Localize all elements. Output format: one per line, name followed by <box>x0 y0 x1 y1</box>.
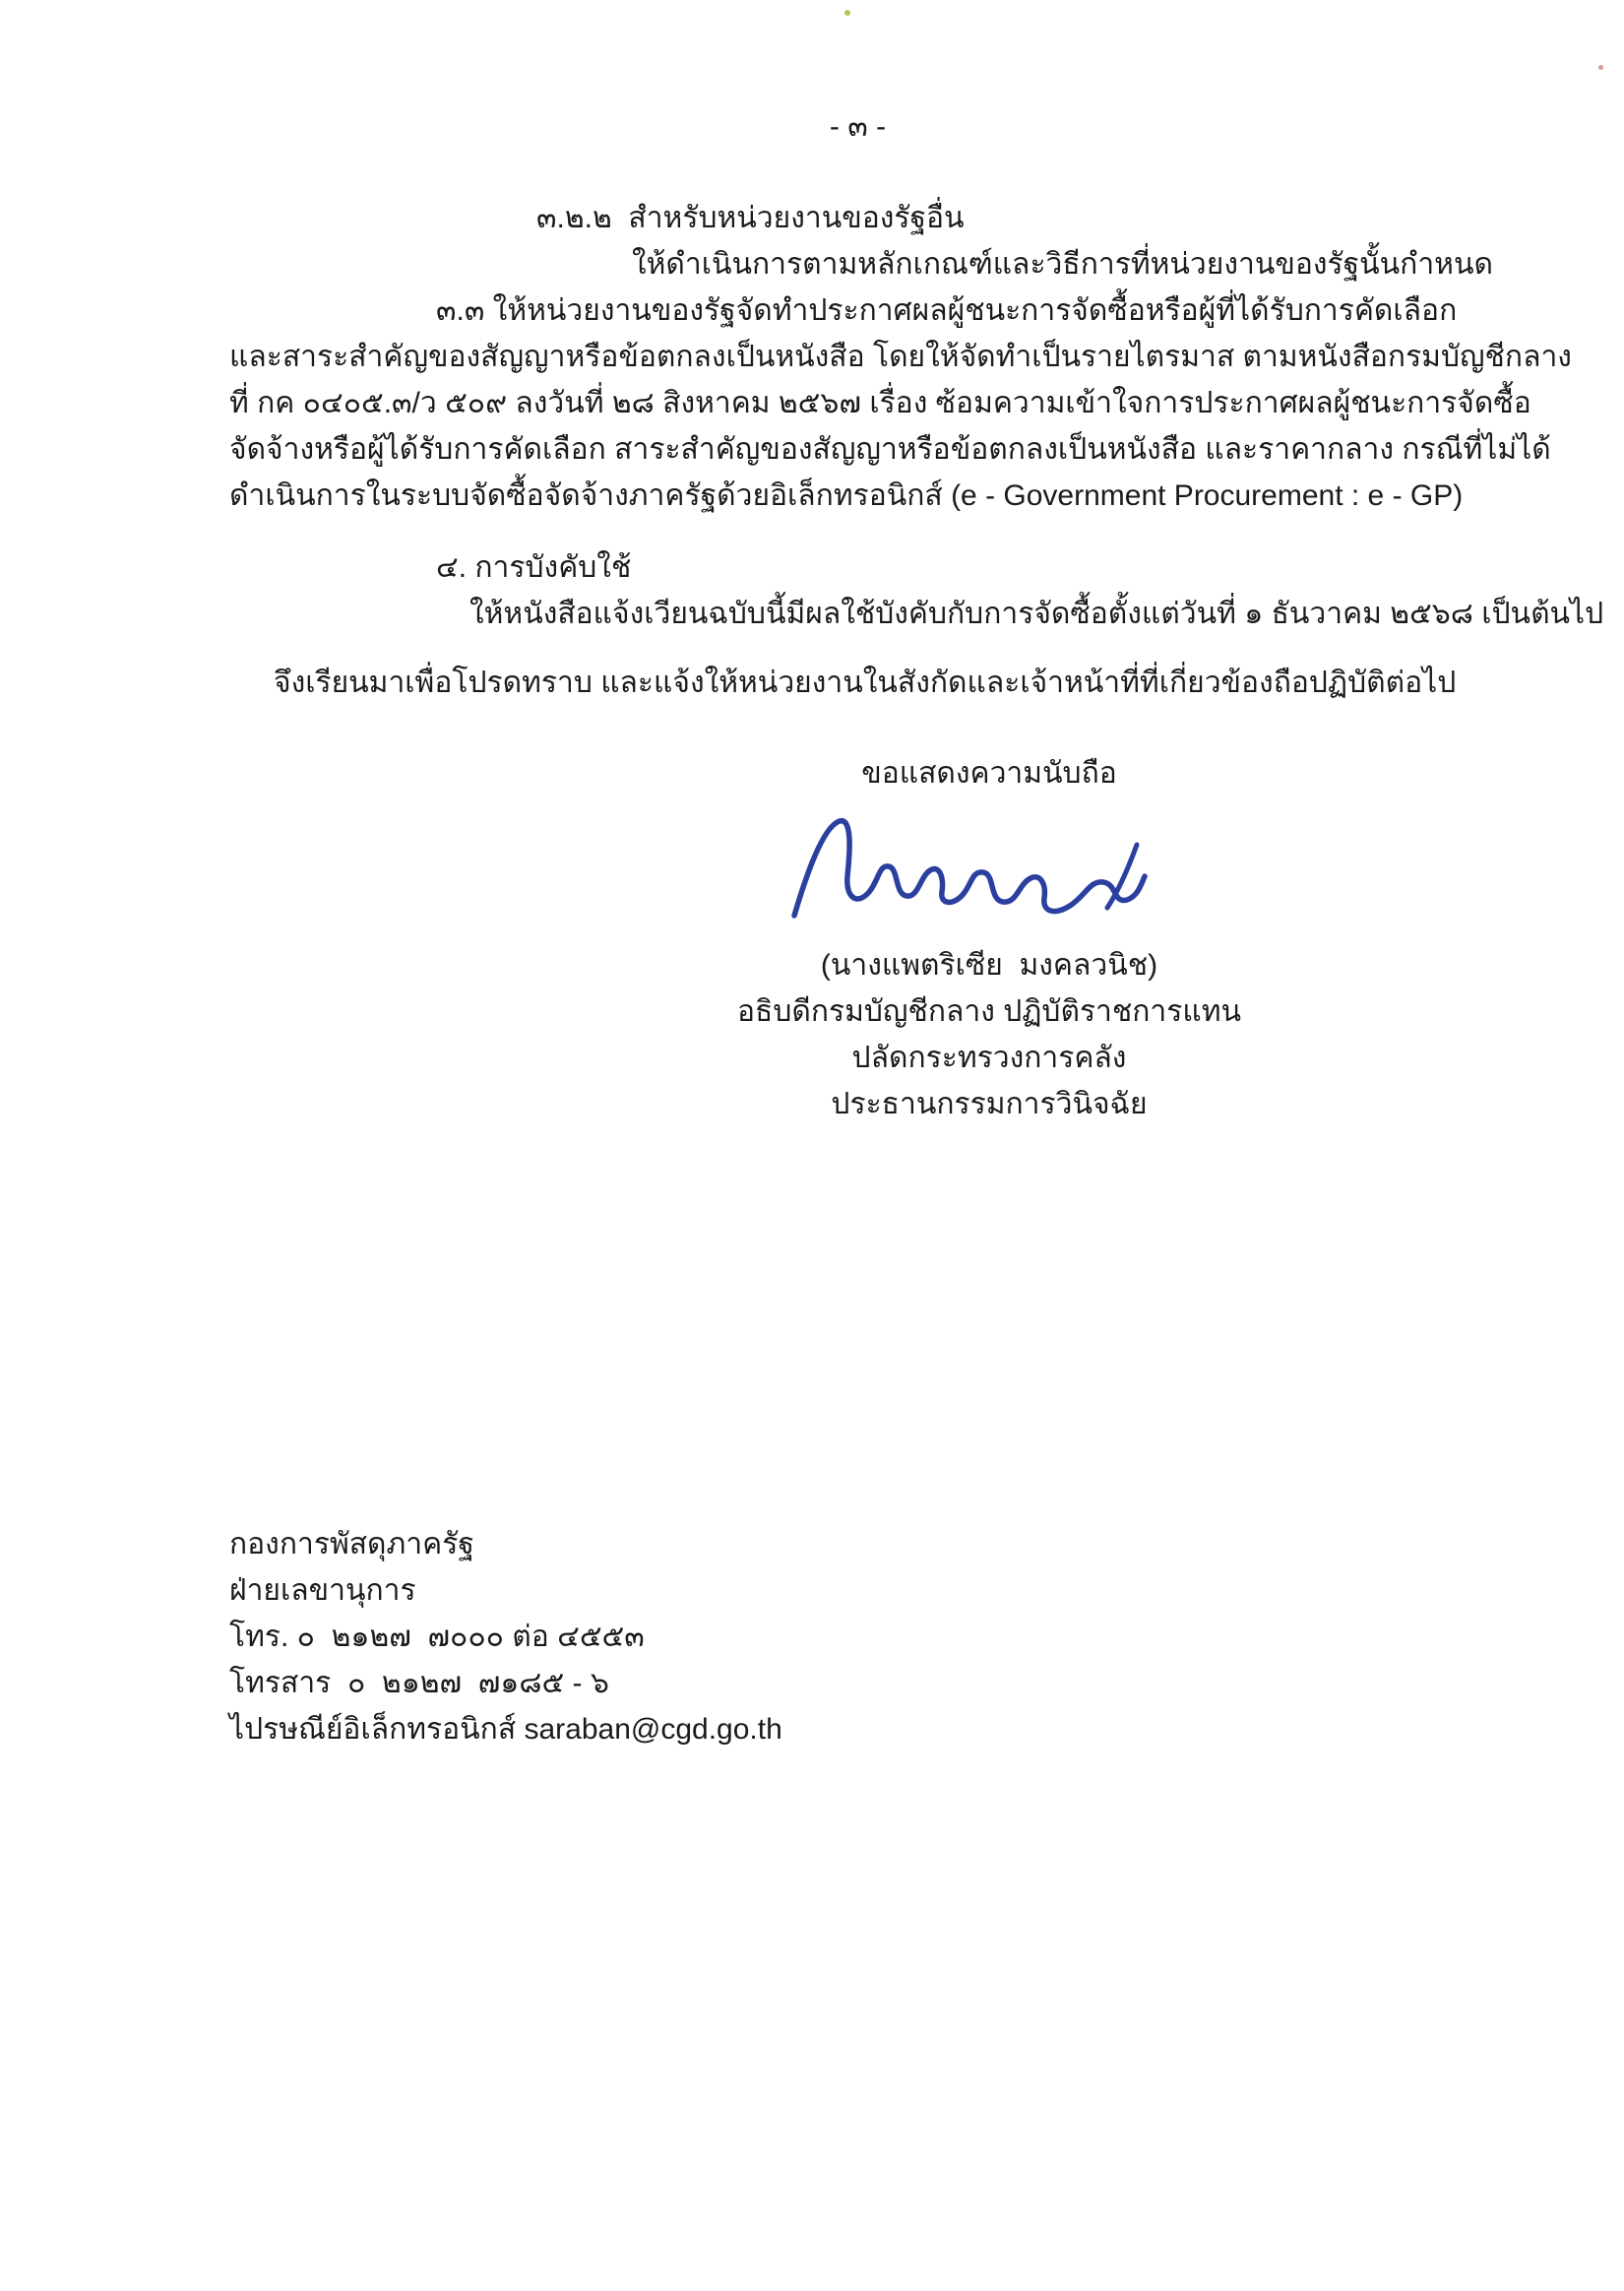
scan-artifact-speck <box>844 10 850 16</box>
signer-title-line-1: อธิบดีกรมบัญชีกลาง ปฏิบัติราชการแทน <box>736 995 1242 1028</box>
footer-fax: โทรสาร ๐ ๒๑๒๗ ๗๑๘๕ - ๖ <box>229 1667 609 1699</box>
body-line-clause-3-3: ๓.๓ ให้หน่วยงานของรัฐจัดทำประกาศผลผู้ชนะการจัดซื้อหรือผู้ที่ได้รับการคัดเลือก <box>436 294 1458 327</box>
body-line-clause-3-2-2: ๓.๒.๒ สำหรับหน่วยงานของรัฐอื่น <box>536 202 965 234</box>
signer-title-line-3: ประธานกรรมการวินิจฉัย <box>831 1088 1148 1120</box>
signature-image <box>782 805 1152 925</box>
footer-department: กองการพัสดุภาครัฐ <box>229 1528 474 1560</box>
body-line-clause-4: ๔. การบังคับใช้ <box>436 551 632 584</box>
body-line: ให้ดำเนินการตามหลักเกณฑ์และวิธีการที่หน่วยงานของรัฐนั้นกำหนด <box>632 248 1493 281</box>
page-number: - ๓ - <box>829 110 887 143</box>
footer-phone: โทร. ๐ ๒๑๒๗ ๗๐๐๐ ต่อ ๔๕๕๓ <box>229 1621 645 1653</box>
scan-artifact-speck <box>1598 65 1603 70</box>
footer-section: ฝ่ายเลขานุการ <box>229 1574 416 1607</box>
footer-email: ไปรษณีย์อิเล็กทรอนิกส์ saraban@cgd.go.th <box>229 1713 782 1746</box>
body-line: จัดจ้างหรือผู้ได้รับการคัดเลือก สาระสำคัญของสัญญาหรือข้อตกลงเป็นหนังสือ และราคากลาง กรณีที่ไม่ได้ <box>229 433 1551 466</box>
body-line: ให้หนังสือแจ้งเวียนฉบับนี้มีผลใช้บังคับกับการจัดซื้อตั้งแต่วันที่ ๑ ธันวาคม ๒๕๖๘ เป็นต้นไป <box>469 598 1604 630</box>
signer-name: (นางแพตริเซีย มงคลวนิช) <box>820 949 1158 982</box>
body-line: และสาระสำคัญของสัญญาหรือข้อตกลงเป็นหนังสือ โดยให้จัดทำเป็นรายไตรมาส ตามหนังสือกรมบัญชีกลาง <box>229 341 1572 373</box>
signature-stroke-main <box>794 821 1145 916</box>
signer-title-line-2: ปลัดกระทรวงการคลัง <box>851 1042 1127 1074</box>
body-line: ที่ กค ๐๔๐๕.๓/ว ๕๐๙ ลงวันที่ ๒๘ สิงหาคม ๒๕๖๗ เรื่อง ซ้อมความเข้าใจการประกาศผลผู้ชนะการจัดซื้อ <box>229 387 1531 419</box>
body-line-closing-remark: จึงเรียนมาเพื่อโปรดทราบ และแจ้งให้หน่วยงานในสังกัดและเจ้าหน้าที่ที่เกี่ยวข้องถือปฏิบัติต่อไป <box>274 667 1457 699</box>
salutation: ขอแสดงความนับถือ <box>861 757 1117 790</box>
body-line: ดำเนินการในระบบจัดซื้อจัดจ้างภาครัฐด้วยอิเล็กทรอนิกส์ (e - Government Procurement : e - GP) <box>229 479 1464 512</box>
